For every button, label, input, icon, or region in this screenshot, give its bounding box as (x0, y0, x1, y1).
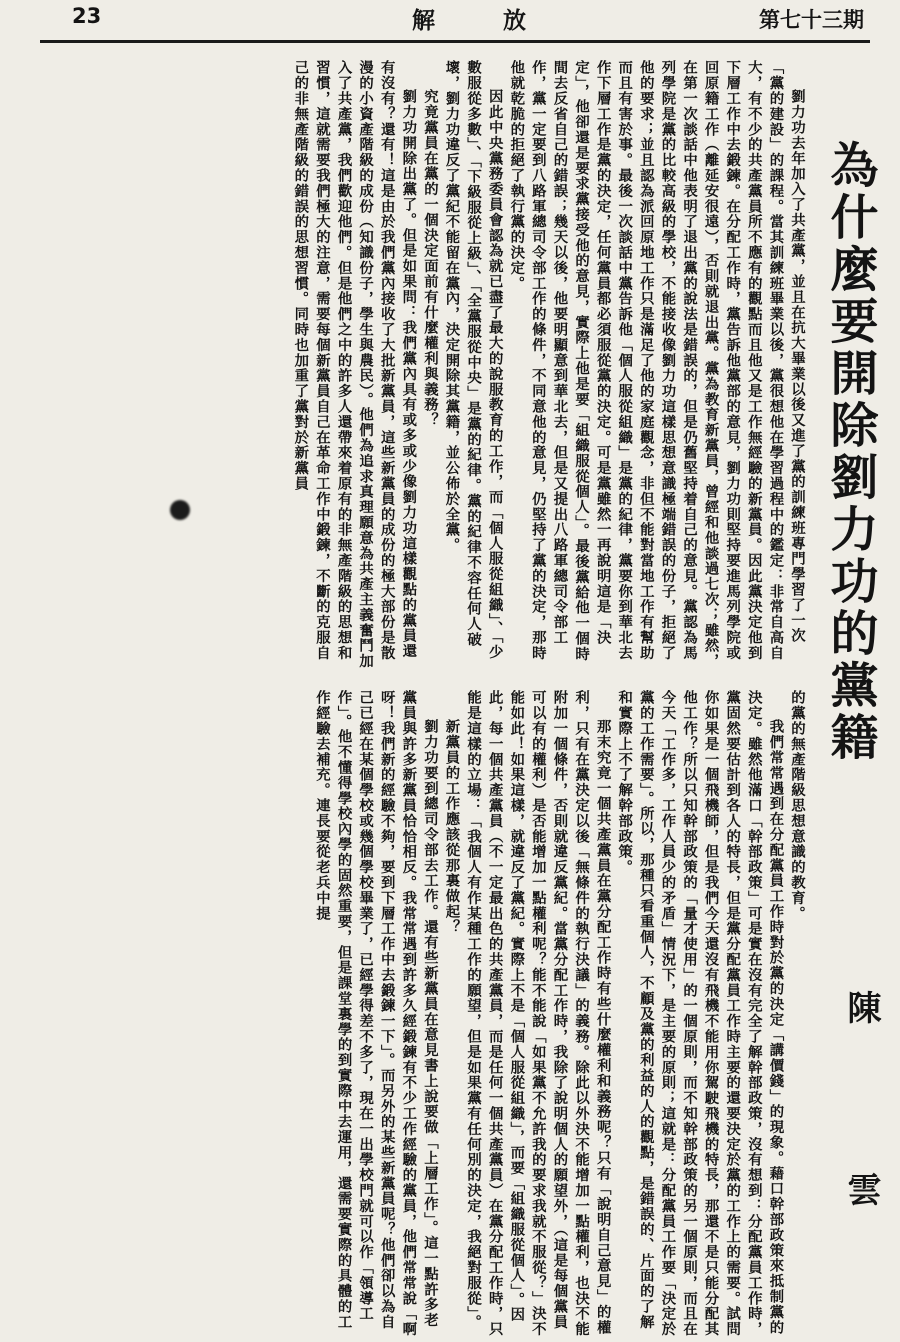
section-heading: 究竟黨員在黨的一個決定面前有什麼權利與義務？ (421, 88, 439, 428)
article-title: 為什麼要開除劉力功的黨籍 (822, 140, 878, 764)
issue-number: 第七十三期 (759, 7, 864, 32)
article-body-top (56, 60, 808, 670)
paragraph: 劉力功要到總司令部去工作。還有些新黨員在意見書上說要做「上層工作」。這一點許多老黨員與許多新黨員恰恰相反。我常常遇到許多久經鍛鍊有不少工作經驗的黨員，他們常常說「啊呀！我們新的經驗不夠，要到下層工作中去鍛鍊一下」。而另外的某些新黨員呢？他們卻以為自己已經在某個學校或幾個學校畢業了，已經學得差不多了，現在一出學校門就可以作「領導工作」。他不懂得學校內學的固然重要，但是課堂裏學的到實際中去運用，還需要實際的具體的工作經驗去補充。連長要從老兵中提 (313, 690, 439, 1337)
section-heading: 新黨員的工作應該從那裏做起？ (443, 718, 461, 935)
paragraph: 劉力功開除出黨了。但是如果問：我們黨內具有或多或少像劉力功這樣觀點的黨員還有沒有？還有！這是由於我們黨內接收了大批新黨員，這些新黨員的成份的極大部份是散漫的小資產階級的成份（知識份子，學生與農民）。他們為追求真理願意為共產主義奮鬥加入了共產黨，我們歡迎他們。但是他們之中的許多人還帶來着原有的非無產階級的思想和習慣，這就需要我們極大的注意，需要每個新黨員自己在革命工作中鍛鍊，不斷的克服自己的非無產階級的錯誤的思想習慣。同時也加重了黨對於新黨員 (292, 60, 418, 669)
magazine-title-char-1: 解 (412, 7, 435, 34)
paragraph: 因此中央黨務委員會認為就已盡了最大的說服教育的工作，而「個人服從組織」、「少數服從多數」、「下級服從上級」、「全黨服從中央」是黨的紀律。黨的紀律不容任何人破壞，劉力功違反了黨紀不能留在黨內，決定開除其黨籍，並公佈於全黨。 (443, 60, 504, 660)
magazine-title-char-2: 放 (503, 7, 526, 34)
paragraph: 劉力功去年加入了共產黨，並且在抗大畢業以後又進了黨的訓練班專門學習了一次「黨的建設」的課程。當其訓練班畢業以後，黨很想他在學習過程中的鑑定：非常自高自大，有不少的共產黨員所不應有的觀點而且他又是工作無經驗的新黨員。因此黨決定他到下層工作中去鍛鍊。在分配工作時，黨告訴他黨部的意見，劉力功則堅持要進馬列學院或回原籍工作（離延安很遠），否則就退出黨。黨為教育新黨員，曾經和他談過七次；雖然，在第一次談話中他表明了退出黨的說法是錯誤的，但是仍舊堅持着自己的意見。黨認為馬列學院是黨的比較高級的學校，不能接收像劉力功這樣思想意識極端錯誤的份子，拒絕了他的要求；並且認為派回原地工作只是滿足了他的家庭觀念，非但不能對當地工作有幫助而且有害於事。最後一次談話中黨告訴他「個人服從組織」是黨的紀律，黨要你到華北去作下層工作是黨的決定，任何黨員都必須服從黨的決定。可是黨雖然一再說明這是「決定」，他卻還是要求黨接受他的意見，實際上他是要「組織服從個人」。最後黨給他一個時間去反省自己的錯誤；幾天以後，他要明顯意到華北去，但是又提出八路軍總司令部工作，黨一定要到八路軍總司令部工作的條件，不同意他的意見，仍堅持了黨的決定，那時他就乾脆的拒絕了執行黨的決定。 (508, 60, 806, 669)
paragraph: 那末究竟一個共產黨員在黨分配工作時有些什麼權利和義務呢？只有「說明自己意見」的權利，只有在黨決定以後「無條件的執行決議」的義務。除此以外決不能增加一點權利，也決不能附加一個條件，否則就違反黨紀。當黨分配工作時，我除了說明個人的願望外，（這是每個黨員可以有的權利）是否能增加一點權利呢？能不能說「如果黨不允許我的要求我就不服從？」決不能如此！如果這樣，就違反了黨紀。實際上不是「個人服從組織」，而要「組織服從個人」。因此，每一個共產黨員（不一定最出色的共產黨員，而是任何一個共產黨員）在黨分配工作時，只能是這樣的立場：「我個人有作某種工作的願望，但是如果黨有任何別的決定，我絕對服從」。 (465, 690, 612, 1337)
paragraph: 我們常常遇到在分配黨員工作時對於黨的決定「講價錢」的現象。藉口幹部政策來抵制黨的決定。雖然他滿口「幹部政策」可是實在沒有完全了解幹部政策，沒有想到：分配黨員工作時，黨固然要估計到各人的特長，但是黨分配黨員工作時主要的還要決定於黨的工作上的需要。試問你如果是一個飛機師，但是我們今天還沒有飛機不能用你駕駛飛機的特長，那還不是只能分配其他工作？所以只知幹部政策的「量才使用」的一個原則，而不知幹部政策的另一個原則，而且在今天「工作多，工作人員少的矛盾」情況下，是主要的原則；這就是：分配黨員工作要「決定於黨的工作需要」。所以，那種只看重個人，不顧及黨的利益的人的觀點，是錯誤的、片面的了解和實際上不了解幹部政策。 (616, 690, 785, 1337)
paragraph: 的黨的無產階級思想意識的教育。 (789, 690, 806, 921)
article-body-bottom (56, 690, 808, 1340)
page-number: 23 (72, 4, 102, 28)
magazine-title (412, 2, 526, 35)
ink-smudge (170, 500, 190, 520)
article-author: 陳 雲 (841, 990, 881, 1260)
page-header (40, 0, 870, 43)
